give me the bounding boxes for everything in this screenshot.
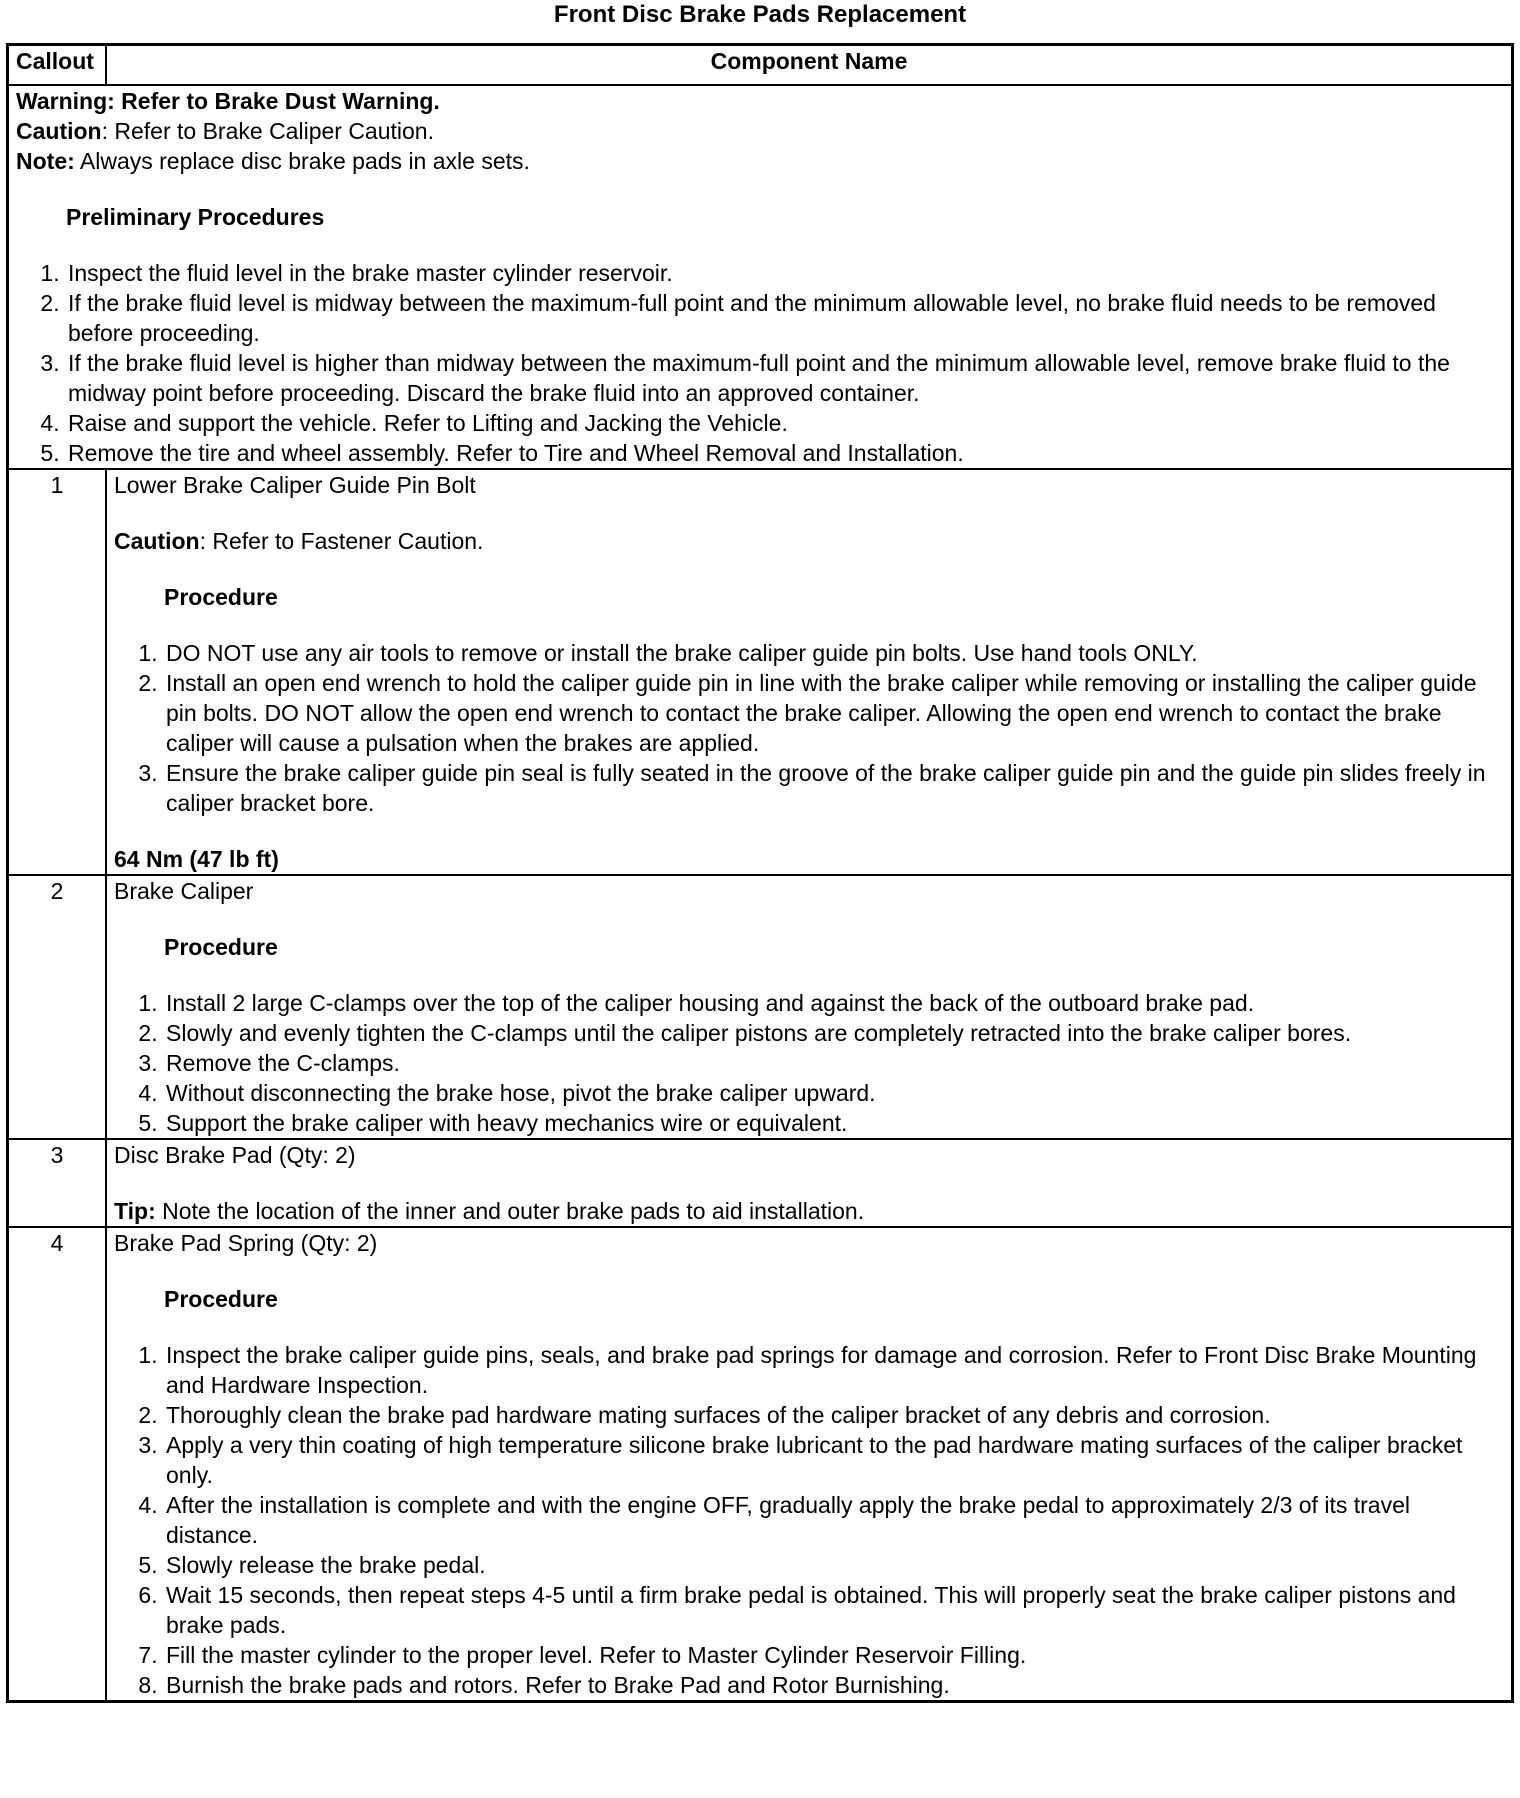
caution-label: Caution bbox=[114, 528, 200, 554]
callout-number: 4 bbox=[8, 1227, 107, 1702]
procedure-heading: Procedure bbox=[164, 584, 278, 610]
list-item: 8. Burnish the brake pads and rotors. Refer to Brake Pad and Rotor Burnishing. bbox=[164, 1670, 1504, 1700]
component-name: Brake Pad Spring (Qty: 2) bbox=[114, 1230, 378, 1256]
list-item: 2. Install an open end wrench to hold the caliper guide pin in line with the brake caliper while removing or installing the caliper guide pin bolts. DO NOT allow the open end wrench to contact the brake caliper. Allowing the open end wrench to contact the brake caliper will cause a pulsation when the brakes are applied. bbox=[164, 668, 1504, 758]
list-item: 5. Support the brake caliper with heavy mechanics wire or equivalent. bbox=[164, 1108, 1504, 1138]
tip-body: Note the location of the inner and outer brake pads to aid installation. bbox=[155, 1198, 865, 1224]
intro-row bbox=[8, 85, 1513, 469]
caution-body: : Refer to Brake Caliper Caution. bbox=[101, 118, 434, 144]
procedure-heading: Procedure bbox=[164, 1286, 278, 1312]
list-item: 2. Slowly and evenly tighten the C-clamps until the caliper pistons are completely retracted into the brake caliper bores. bbox=[164, 1018, 1504, 1048]
component-cell bbox=[106, 1139, 1513, 1227]
callout-number: 1 bbox=[8, 469, 107, 875]
document-title: Front Disc Brake Pads Replacement bbox=[553, 1, 967, 28]
note-label: Note: bbox=[16, 148, 75, 174]
warning-text: Warning: Refer to Brake Dust Warning. bbox=[16, 88, 440, 114]
caution-text bbox=[114, 526, 1504, 556]
table-row bbox=[8, 1139, 1513, 1227]
list-item: 3. Apply a very thin coating of high temperature silicone brake lubricant to the pad hardware mating surfaces of the caliper bracket only. bbox=[164, 1430, 1504, 1490]
procedure-steps bbox=[114, 1340, 1504, 1700]
list-item: 7. Fill the master cylinder to the proper level. Refer to Master Cylinder Reservoir Filling. bbox=[164, 1640, 1504, 1670]
list-item: 6. Wait 15 seconds, then repeat steps 4-5 until a firm brake pedal is obtained. This will properly seat the brake caliper pistons and brake pads. bbox=[164, 1580, 1504, 1640]
procedure-table bbox=[6, 43, 1514, 1703]
list-item: 3. Ensure the brake caliper guide pin seal is fully seated in the groove of the brake caliper guide pin and the guide pin slides freely in caliper bracket bore. bbox=[164, 758, 1504, 818]
intro-cell bbox=[8, 85, 1513, 469]
component-name: Lower Brake Caliper Guide Pin Bolt bbox=[114, 472, 476, 498]
table-row bbox=[8, 875, 1513, 1139]
preliminary-steps bbox=[16, 258, 1504, 468]
list-item: 3. If the brake fluid level is higher than midway between the maximum-full point and the minimum allowable level, remove brake fluid to the midway point before proceeding. Discard the brake fluid into an approved container. bbox=[66, 348, 1504, 408]
list-item: 1. Inspect the fluid level in the brake master cylinder reservoir. bbox=[66, 258, 1504, 288]
procedure-heading: Procedure bbox=[164, 934, 278, 960]
list-item: 4. After the installation is complete and with the engine OFF, gradually apply the brake pedal to approximately 2/3 of its travel distance. bbox=[164, 1490, 1504, 1550]
table-row bbox=[8, 469, 1513, 875]
list-item: 2. Thoroughly clean the brake pad hardware mating surfaces of the caliper bracket of any debris and corrosion. bbox=[164, 1400, 1504, 1430]
list-item: 5. Slowly release the brake pedal. bbox=[164, 1550, 1504, 1580]
note-text bbox=[16, 146, 1504, 176]
caution-body: : Refer to Fastener Caution. bbox=[199, 528, 484, 554]
callout-number: 2 bbox=[8, 875, 107, 1139]
caution-label: Caution bbox=[16, 118, 102, 144]
torque-spec: 64 Nm (47 lb ft) bbox=[114, 846, 279, 872]
procedure-steps bbox=[114, 638, 1504, 818]
list-item: 1. Inspect the brake caliper guide pins, seals, and brake pad springs for damage and corrosion. Refer to Front Disc Brake Mounting and Hardware Inspection. bbox=[164, 1340, 1504, 1400]
list-item: 4. Without disconnecting the brake hose, pivot the brake caliper upward. bbox=[164, 1078, 1504, 1108]
component-name: Disc Brake Pad (Qty: 2) bbox=[114, 1142, 356, 1168]
tip-label: Tip: bbox=[114, 1198, 156, 1224]
component-cell bbox=[106, 469, 1513, 875]
component-cell bbox=[106, 875, 1513, 1139]
caution-text bbox=[16, 116, 1504, 146]
preliminary-heading: Preliminary Procedures bbox=[66, 204, 325, 230]
note-body: Always replace disc brake pads in axle sets. bbox=[74, 148, 530, 174]
list-item: 2. If the brake fluid level is midway between the maximum-full point and the minimum allowable level, no brake fluid needs to be removed before proceeding. bbox=[66, 288, 1504, 348]
header-callout: Callout bbox=[8, 45, 107, 86]
list-item: 5. Remove the tire and wheel assembly. Refer to Tire and Wheel Removal and Installation. bbox=[66, 438, 1504, 468]
component-name: Brake Caliper bbox=[114, 878, 254, 904]
callout-number: 3 bbox=[8, 1139, 107, 1227]
list-item: 3. Remove the C-clamps. bbox=[164, 1048, 1504, 1078]
list-item: 1. Install 2 large C-clamps over the top of the caliper housing and against the back of the outboard brake pad. bbox=[164, 988, 1504, 1018]
list-item: 1. DO NOT use any air tools to remove or install the brake caliper guide pin bolts. Use hand tools ONLY. bbox=[164, 638, 1504, 668]
list-item: 4. Raise and support the vehicle. Refer to Lifting and Jacking the Vehicle. bbox=[66, 408, 1504, 438]
component-cell bbox=[106, 1227, 1513, 1702]
table-row bbox=[8, 1227, 1513, 1702]
header-component-name: Component Name bbox=[106, 45, 1513, 86]
tip-text bbox=[114, 1196, 1504, 1226]
table-header-row bbox=[8, 45, 1513, 86]
procedure-steps bbox=[114, 988, 1504, 1138]
